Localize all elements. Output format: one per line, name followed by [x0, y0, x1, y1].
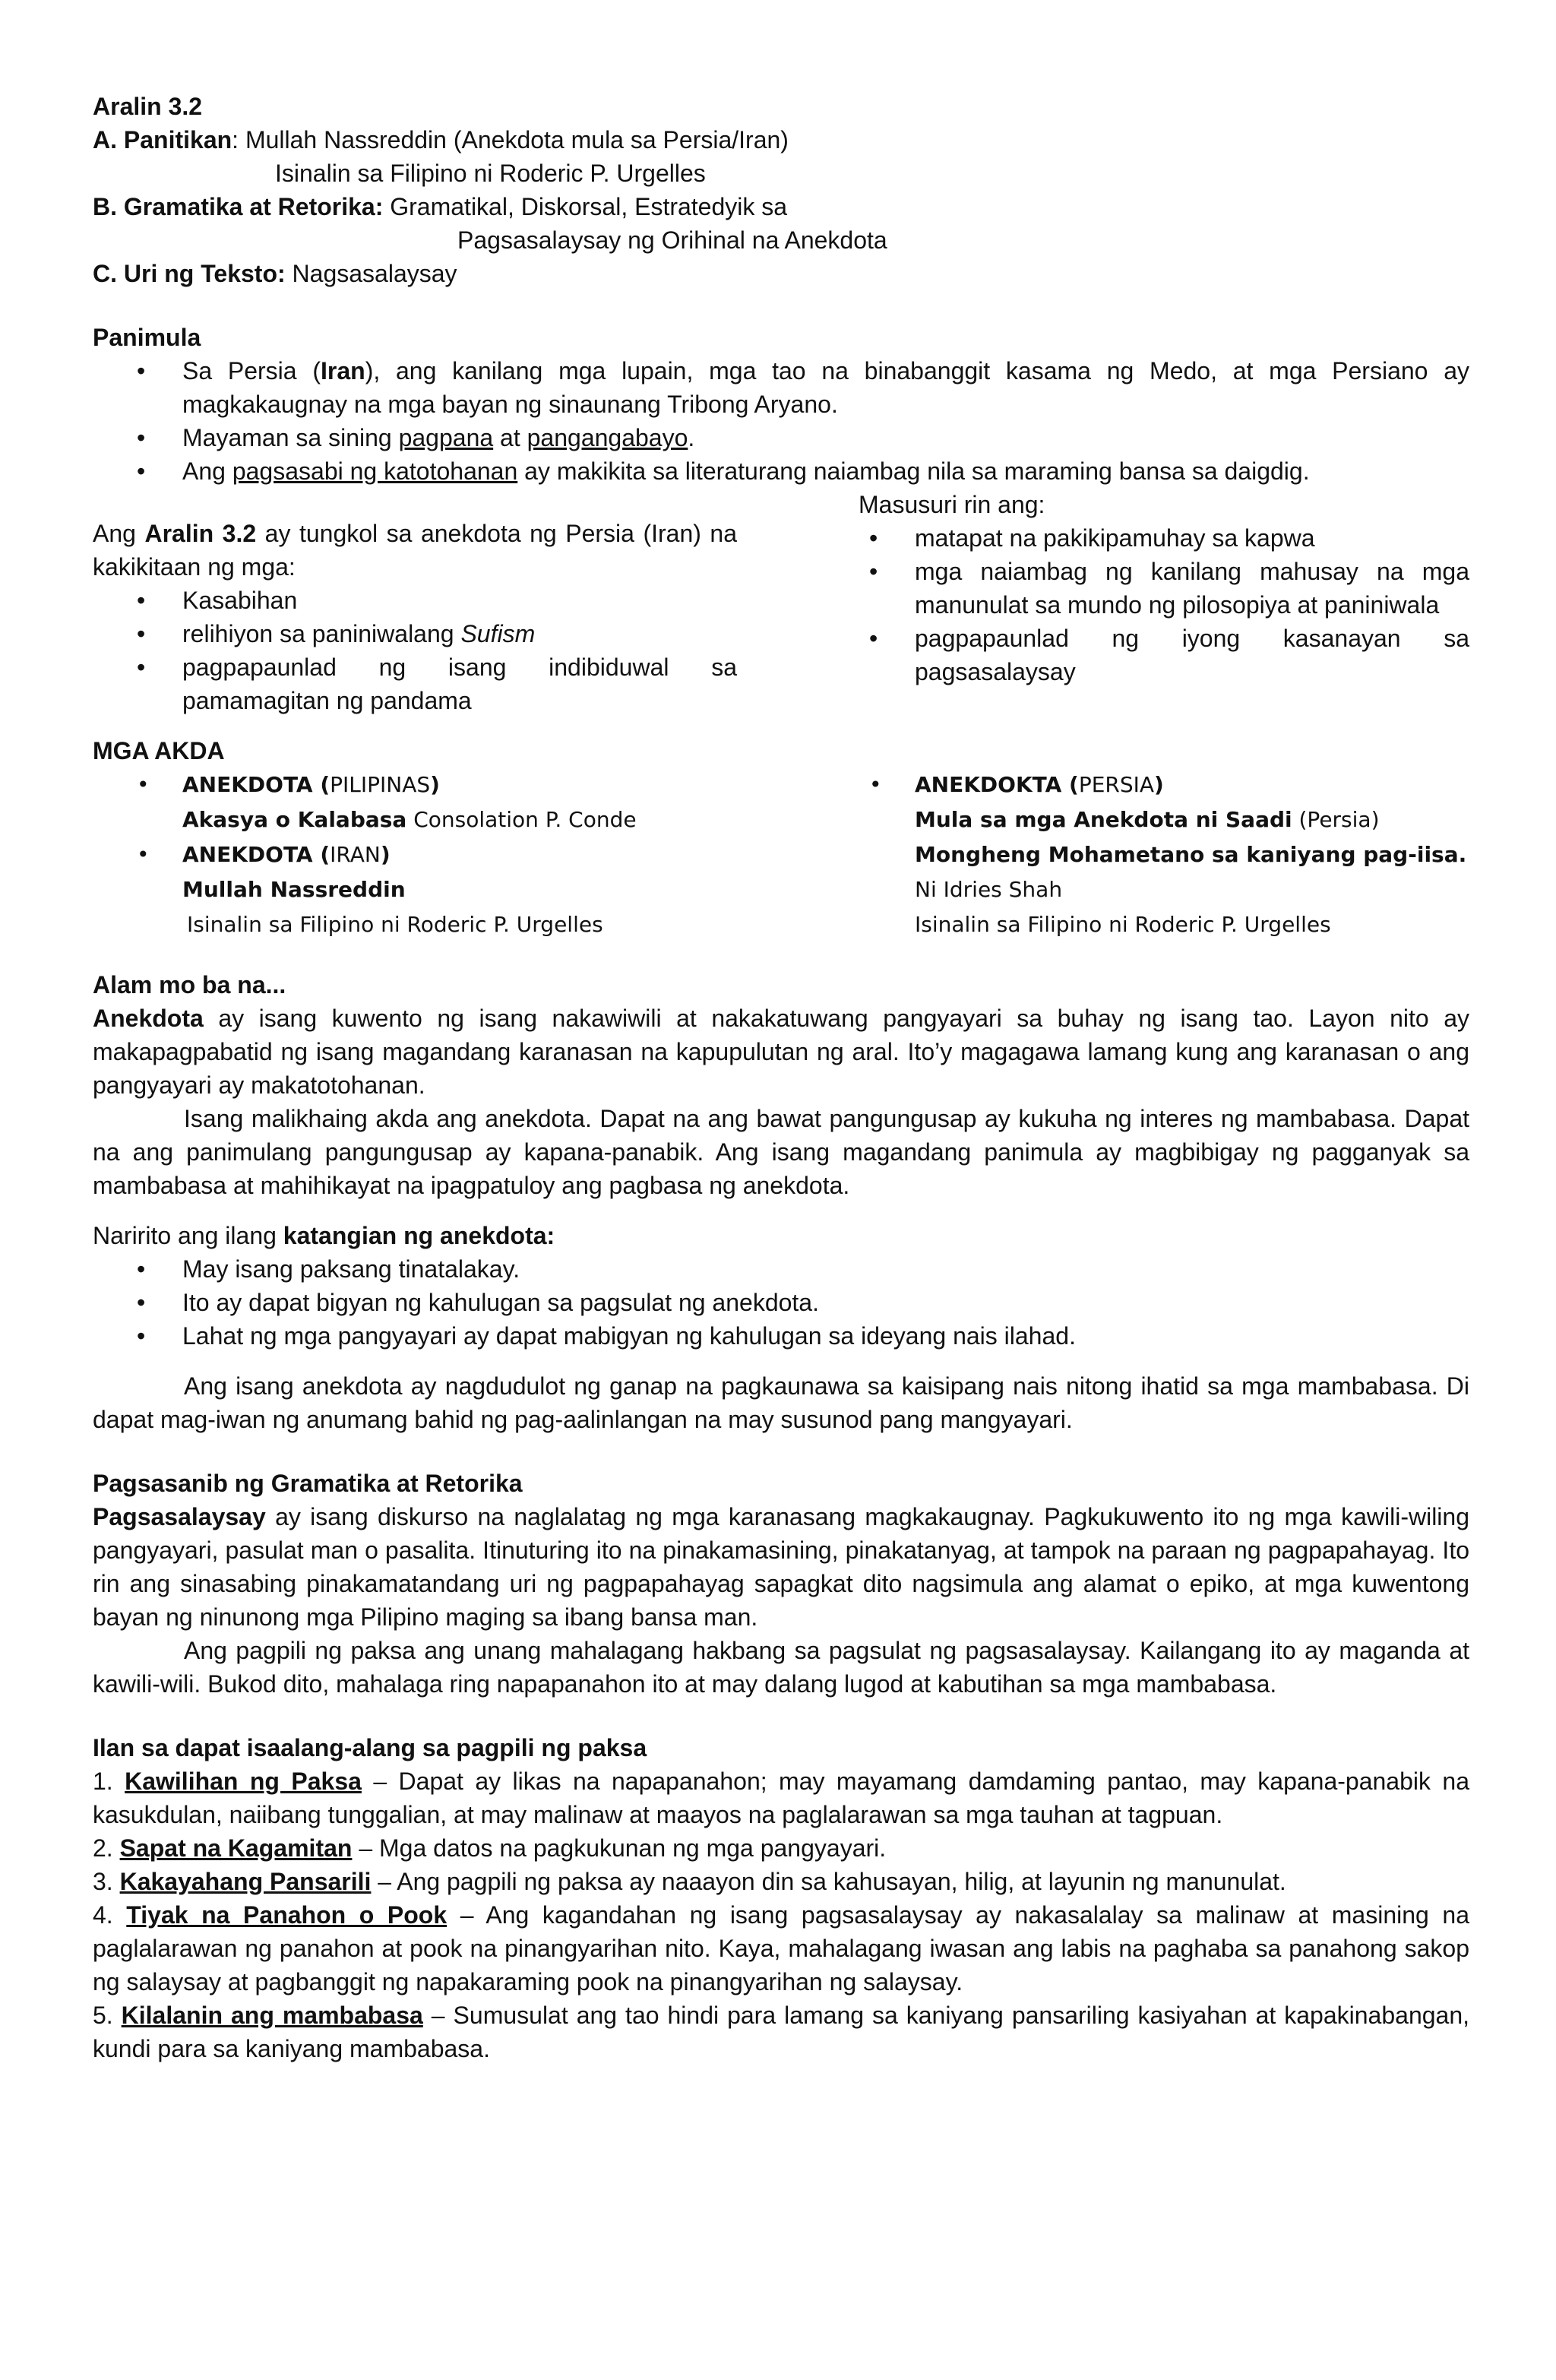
- list-item: • Ito ay dapat bigyan ng kahulugan sa pagsulat ng anekdota.: [93, 1286, 1469, 1319]
- list-item: • pagpapaunlad ng isang indibiduwal sa pamamagitan ng pandama: [93, 650, 737, 717]
- list-item: • matapat na pakikipamuhay sa kapwa: [825, 521, 1469, 555]
- katangian-intro: Naririto ang ilang katangian ng anekdota:: [93, 1222, 555, 1249]
- katangian-list: [93, 1252, 1469, 1353]
- document-page: [93, 90, 1469, 2065]
- mga-akda-title: MGA AKDA: [93, 737, 225, 764]
- list-item: • ANEKDOTA (IRAN) Mullah Nassreddin Isinalin sa Filipino ni Roderic P. Urgelles: [93, 837, 737, 942]
- alam-title: Alam mo ba na...: [93, 971, 286, 999]
- left-list: [93, 584, 737, 717]
- list-item: • Lahat ng mga pangyayari ay dapat mabigyan ng kahulugan sa ideyang nais ilahad.: [93, 1319, 1469, 1353]
- list-item: • mga naiambag ng kanilang mahusay na mga manunulat sa mundo ng pilosopiya at paniniwala: [825, 555, 1469, 622]
- right-column: [825, 488, 1469, 717]
- panimula-section: [93, 321, 1469, 488]
- aralin-columns: [93, 488, 1469, 717]
- gramatika-text-cont: Pagsasalaysay ng Orihinal na Anekdota: [457, 226, 887, 254]
- pagsasanib-title: Pagsasanib ng Gramatika at Retorika: [93, 1470, 523, 1497]
- list-item: • Mayaman sa sining pagpana at pangangabayo.: [93, 421, 1469, 454]
- list-item: • relihiyon sa paniniwalang Sufism: [93, 617, 737, 650]
- alam-section: [93, 968, 1469, 1202]
- lesson-number: Aralin 3.2: [93, 93, 203, 120]
- gramatika-text: Gramatikal, Diskorsal, Estratedyik sa: [383, 193, 788, 220]
- panitikan-translator: Isinalin sa Filipino ni Roderic P. Urgelles: [275, 160, 706, 187]
- left-intro: Ang Aralin 3.2 ay tungkol sa anekdota ng Persia (Iran) na kakikitaan ng mga:: [93, 520, 738, 581]
- panimula-title: Panimula: [93, 324, 201, 351]
- list-item: 5. Kilalanin ang mambabasa – Sumusulat ang tao hindi para lamang sa kaniyang pansariling kasiyahan at kapakinabangan, kundi para sa kaniyang mambabasa.: [93, 2002, 1470, 2062]
- list-item: • pagpapaunlad ng iyong kasanayan sa pagsasalaysay: [825, 622, 1469, 688]
- pagsasanib-paragraph-2: Ang pagpili ng paksa ang unang mahalagang hakbang sa pagsulat ng pagsasalaysay. Kailangang ito ay maganda at kawili-wili. Bukod dito, mahalaga ring napapanahon ito at may dalang lugod at kabutihan sa mga mambabasa.: [93, 1637, 1469, 1698]
- ilan-title: Ilan sa dapat isaalang-alang sa pagpili ng paksa: [93, 1734, 647, 1761]
- katangian-closing: Ang isang anekdota ay nagdudulot ng ganap na pagkaunawa sa kaisipang nais nitong ihatid sa mga mambabasa. Di dapat mag-iwan ng anumang bahid ng pag-aalinlangan na may susunod pang mangyayari.: [93, 1372, 1469, 1433]
- panimula-list: [93, 354, 1469, 488]
- alam-paragraph-2: Isang malikhaing akda ang anekdota. Dapat na ang bawat pangungusap ay kukuha ng interes ng mambabasa. Dapat na ang panimulang pangungusap ay kapana-panabik. Ang isang magandang panimula ay magbibigay ng pagganyak sa mambabasa at mahihikayat na ipagpatuloy ang pagbasa ng anekdota.: [93, 1105, 1469, 1199]
- ilan-section: [93, 1731, 1469, 2065]
- alam-paragraph-1: Anekdota ay isang kuwento ng isang nakawiwili at nakakatuwang pangyayari sa buhay ng isang tao. Layon nito ay makapagpabatid ng isang magandang karanasan na kapupulutan ng aral. Ito’y magagawa lamang kung ang karanasan o ang pangyayari ay makatotohanan.: [93, 1005, 1469, 1099]
- panitikan-text: : Mullah Nassreddin (Anekdota mula sa Persia/Iran): [232, 126, 789, 153]
- gramatika-label: B. Gramatika at Retorika:: [93, 193, 384, 220]
- list-item: • Ang pagsasabi ng katotohanan ay makikita sa literaturang naiambag nila sa maraming bansa sa daigdig.: [93, 454, 1469, 488]
- left-column: [93, 488, 737, 717]
- right-intro: Masusuri rin ang:: [859, 491, 1045, 518]
- akda-columns: [93, 767, 1469, 942]
- uri-label: C. Uri ng Teksto:: [93, 260, 286, 287]
- gramatika-line: [93, 190, 1469, 223]
- list-item: • May isang paksang tinatalakay.: [93, 1252, 1469, 1286]
- katangian-section: [93, 1219, 1469, 1436]
- uri-line: [93, 257, 1469, 290]
- akda-right: [825, 767, 1469, 942]
- list-item: • ANEKDOTA (PILIPINAS) Akasya o Kalabasa Consolation P. Conde: [93, 767, 737, 837]
- list-item: 4. Tiyak na Panahon o Pook – Ang kagandahan ng isang pagsasalaysay ay nakasalalay sa malinaw at masining na paglalarawan ng panahon at pook na pinangyarihan nito. Kaya, mahalagang iwasan ang labis na paghaba sa panahong sakop ng salaysay at pagbanggit ng napakaraming pook na pinangyarihan ng salaysay.: [93, 1901, 1470, 1995]
- uri-text: Nagsasalaysay: [285, 260, 457, 287]
- list-item: 2. Sapat na Kagamitan – Mga datos na pagkukunan ng mga pangyayari.: [93, 1834, 887, 1862]
- list-item: 3. Kakayahang Pansarili – Ang pagpili ng paksa ay naaayon din sa kahusayan, hilig, at layunin ng manunulat.: [93, 1868, 1286, 1895]
- list-item: • ANEKDOKTA (PERSIA) Mula sa mga Anekdota ni Saadi (Persia) Mongheng Mohametano sa kaniyang pag-iisa. Ni Idries Shah Isinalin sa Filipino ni Roderic P. Urgelles: [825, 767, 1469, 942]
- panitikan-line: [93, 123, 1469, 157]
- akda-left: [93, 767, 737, 942]
- list-item: 1. Kawilihan ng Paksa – Dapat ay likas na napapanahon; may mayamang damdaming pantao, may kapana-panabik na kasukdulan, naiibang tunggalian, at may malinaw at maayos na paglalarawan sa mga tauhan at tagpuan.: [93, 1768, 1470, 1828]
- pagsasanib-paragraph-1: Pagsasalaysay ay isang diskurso na naglalatag ng mga karanasang magkakaugnay. Pagkukuwento ito ng mga kawili-wiling pangyayari, pasulat man o pasalita. Itinuturing ito na pinakamasining, pinakatanyag, at tampok na paraan ng pagpapahayag. Ito rin ang sinasabing pinakamatandang uri ng pagpapahayag sapagkat dito nagsimula ang alamat o epiko, at mga kuwentong bayan ng ninunong mga Pilipino maging sa ibang bansa man.: [93, 1503, 1469, 1631]
- panitikan-label: A. Panitikan: [93, 126, 232, 153]
- list-item: • Sa Persia (Iran), ang kanilang mga lupain, mga tao na binabanggit kasama ng Medo, at mga Persiano ay magkakaugnay na mga bayan ng sinaunang Tribong Aryano.: [93, 354, 1469, 421]
- pagsasanib-section: [93, 1467, 1469, 1701]
- list-item: • Kasabihan: [93, 584, 737, 617]
- right-list: [825, 521, 1469, 688]
- lesson-header: [93, 90, 1469, 290]
- ilan-list: [93, 1764, 1469, 2065]
- mga-akda-section: [93, 734, 1469, 942]
